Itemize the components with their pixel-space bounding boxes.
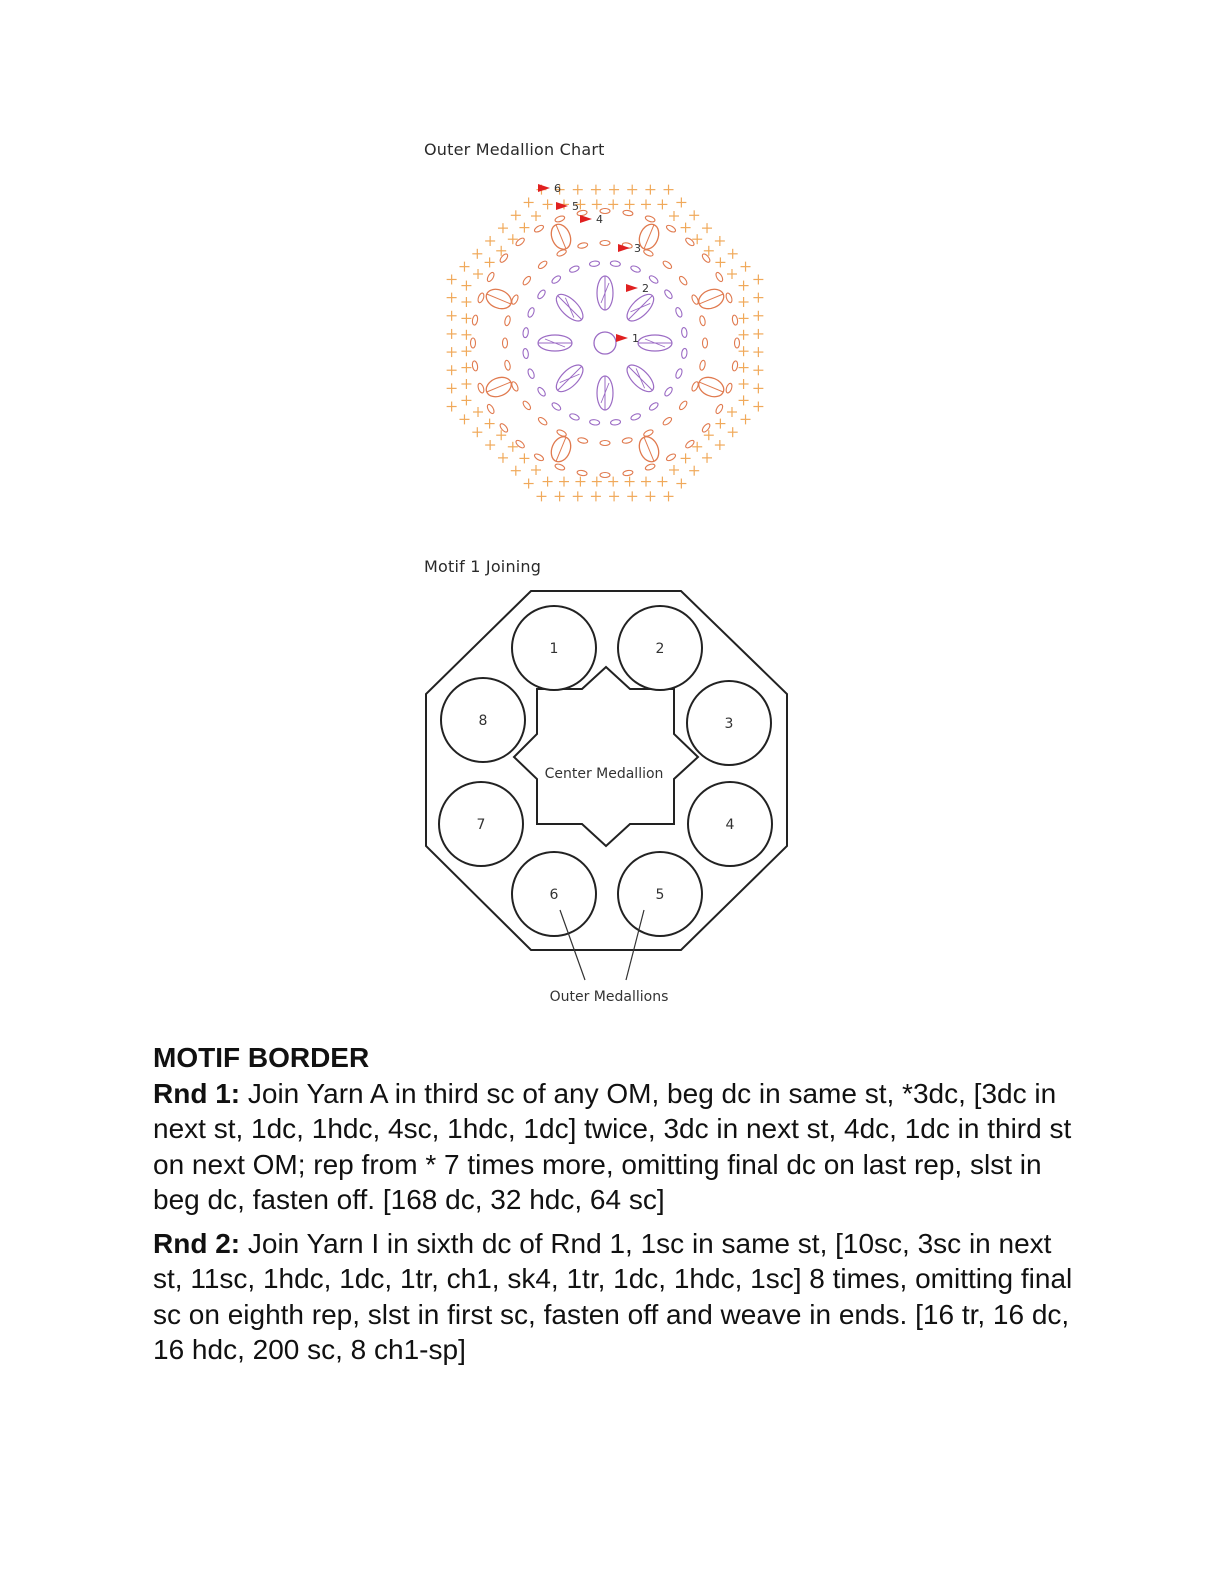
inner-petal (552, 361, 587, 396)
sc-cross (608, 199, 618, 209)
round-1-instruction (153, 1076, 1073, 1218)
chain-stitch (536, 386, 546, 397)
sc-cross (702, 223, 712, 233)
sc-cross (625, 477, 635, 487)
sc-cross (741, 262, 751, 272)
sc-cross (681, 223, 691, 233)
sc-cross (753, 274, 763, 284)
sc-cross (727, 407, 737, 417)
round-number-1: 1 (632, 332, 639, 345)
round-1-text: Join Yarn A in third sc of any OM, beg dc in same st, *3dc, [3dc in next st, 1dc, 1hdc, 4sc, 1hdc, 1dc] twice, 3dc in next st, 4dc, 1dc in third st on next OM; rep from * 7 times more, omitting final dc on last rep, slst in beg dc, fasten off. [168 dc, 32 hdc, 64 sc] (153, 1077, 1072, 1215)
sc-cross (498, 223, 508, 233)
sc-cross (702, 453, 712, 463)
sc-cross (627, 185, 637, 195)
sc-cross (627, 491, 637, 501)
chain-stitch (577, 470, 588, 477)
chain-stitch (551, 274, 562, 284)
sc-cross (591, 185, 601, 195)
sc-cross (689, 210, 699, 220)
sc-cross (485, 419, 495, 429)
start-marker-6 (538, 184, 550, 192)
chain-stitch (556, 248, 567, 257)
middle-shell (483, 374, 514, 401)
motif-joining-title: Motif 1 Joining (424, 557, 542, 576)
chain-stitch (569, 265, 580, 274)
sc-cross (715, 419, 725, 429)
sc-cross (727, 269, 737, 279)
sc-cross (575, 477, 585, 487)
sc-cross (461, 363, 471, 373)
sc-cross (739, 281, 749, 291)
medallion-number-4: 4 (725, 817, 735, 833)
chain-stitch (675, 368, 684, 379)
chain-stitch (691, 294, 700, 305)
sc-cross (459, 262, 469, 272)
chain-stitch (675, 307, 684, 318)
sc-cross (511, 210, 521, 220)
sc-cross (472, 427, 482, 437)
sc-cross (753, 311, 763, 321)
sc-cross (739, 379, 749, 389)
sc-cross (511, 466, 521, 476)
chain-stitch (589, 260, 600, 266)
round-1-label: Rnd 1: (153, 1077, 241, 1109)
sc-cross (664, 185, 674, 195)
chain-stitch (610, 260, 621, 266)
outer-medallions-label: Outer Medallions (549, 989, 669, 1005)
chain-stitch (732, 361, 739, 372)
sc-cross (559, 477, 569, 487)
chain-stitch (600, 473, 610, 478)
sc-cross (524, 197, 534, 207)
sc-cross (485, 236, 495, 246)
chain-stitch (715, 403, 724, 414)
sc-cross (625, 199, 635, 209)
chain-stitch (701, 253, 711, 264)
chain-stitch (643, 248, 654, 257)
chain-stitch (645, 463, 656, 471)
sc-cross (461, 297, 471, 307)
chain-stitch (477, 292, 485, 303)
sc-cross (645, 185, 655, 195)
sc-cross (519, 453, 529, 463)
sc-cross (555, 491, 565, 501)
sc-cross (485, 440, 495, 450)
sc-cross (753, 365, 763, 375)
sc-cross (739, 346, 749, 356)
chain-stitch (623, 210, 634, 217)
round-number-4: 4 (596, 213, 603, 226)
medallion-number-3: 3 (724, 716, 734, 732)
inner-petal (538, 335, 572, 351)
round-2-instruction (153, 1226, 1073, 1368)
sc-cross (447, 311, 457, 321)
chain-stitch (577, 242, 588, 249)
chain-stitch (499, 253, 509, 264)
chain-stitch (527, 307, 536, 318)
chain-stitch (699, 360, 706, 371)
sc-cross (753, 402, 763, 412)
chain-stitch (645, 215, 656, 223)
sc-cross (753, 293, 763, 303)
chain-stitch (510, 381, 519, 392)
center-medallion-star (514, 667, 698, 846)
sc-cross (592, 477, 602, 487)
sc-cross (739, 363, 749, 373)
sc-cross (447, 329, 457, 339)
inner-petal (623, 290, 658, 325)
sc-cross (543, 477, 553, 487)
medallion-number-7: 7 (476, 817, 486, 833)
center-medallion-label: Center Medallion (544, 766, 664, 782)
sc-cross (657, 199, 667, 209)
start-marker-1 (616, 334, 628, 342)
inner-petal (638, 335, 672, 351)
chain-stitch (477, 383, 485, 394)
chain-stitch (663, 386, 673, 397)
sc-cross (641, 199, 651, 209)
chain-stitch (554, 215, 565, 223)
start-marker-3 (618, 244, 630, 252)
chain-stitch (533, 224, 544, 233)
chain-stitch (515, 237, 526, 247)
middle-shell (696, 286, 727, 313)
sc-cross (543, 199, 553, 209)
chain-stitch (630, 265, 641, 274)
sc-cross (676, 197, 686, 207)
sc-cross (753, 383, 763, 393)
chain-stitch (699, 315, 706, 326)
chain-stitch (577, 437, 588, 444)
medallion-number-8: 8 (478, 713, 488, 729)
sc-cross (461, 379, 471, 389)
chain-stitch (643, 429, 654, 438)
sc-cross (531, 211, 541, 221)
chain-stitch (471, 338, 476, 348)
chain-stitch (472, 315, 479, 326)
sc-cross (739, 330, 749, 340)
sc-cross (536, 491, 546, 501)
chain-stitch (536, 289, 546, 300)
sc-cross (609, 491, 619, 501)
chain-stitch (662, 416, 673, 426)
chain-stitch (681, 348, 687, 359)
round-number-2: 2 (642, 282, 649, 295)
sc-cross (641, 477, 651, 487)
chain-stitch (554, 463, 565, 471)
motif-joining-diagram (420, 584, 792, 1014)
sc-cross (461, 281, 471, 291)
chain-stitch (504, 360, 511, 371)
motif-border-section (153, 1040, 1073, 1376)
medallion-number-1: 1 (549, 641, 559, 657)
chain-stitch (551, 401, 562, 411)
section-heading: MOTIF BORDER (153, 1042, 370, 1073)
sc-cross (657, 477, 667, 487)
chain-stitch (486, 271, 495, 282)
chain-stitch (648, 401, 659, 411)
sc-cross (664, 491, 674, 501)
chain-stitch (648, 274, 659, 284)
sc-cross (715, 440, 725, 450)
chain-stitch (678, 400, 688, 411)
sc-cross (741, 414, 751, 424)
sc-cross (485, 257, 495, 267)
medallion-number-5: 5 (655, 887, 665, 903)
sc-cross (609, 185, 619, 195)
middle-shell (483, 286, 514, 313)
chain-stitch (681, 327, 687, 338)
sc-cross (728, 249, 738, 259)
chain-stitch (527, 368, 536, 379)
chain-stitch (678, 275, 688, 286)
start-marker-5 (556, 202, 568, 210)
outer-medallion-chart-title: Outer Medallion Chart (424, 140, 605, 159)
sc-cross (447, 402, 457, 412)
sc-cross (608, 477, 618, 487)
chain-stitch (623, 470, 634, 477)
inner-petal (597, 276, 613, 310)
sc-cross (573, 185, 583, 195)
chain-stitch (725, 292, 733, 303)
chain-stitch (732, 315, 739, 326)
sc-cross (591, 491, 601, 501)
sc-cross (472, 249, 482, 259)
chain-stitch (522, 400, 532, 411)
chain-stitch (725, 383, 733, 394)
chain-stitch (537, 260, 548, 270)
sc-cross (461, 313, 471, 323)
sc-cross (473, 269, 483, 279)
chain-stitch (600, 241, 610, 246)
chain-stitch (662, 260, 673, 270)
start-marker-4 (580, 215, 592, 223)
sc-cross (447, 383, 457, 393)
chain-stitch (684, 439, 695, 449)
sc-cross (676, 479, 686, 489)
chart-stitch-rings (447, 185, 764, 502)
chain-stitch (537, 416, 548, 426)
chain-stitch (522, 275, 532, 286)
chain-stitch (499, 422, 509, 433)
chain-stitch (504, 315, 511, 326)
chain-stitch (701, 422, 711, 433)
sc-cross (447, 274, 457, 284)
sc-cross (459, 414, 469, 424)
chain-stitch (472, 361, 479, 372)
chain-stitch (589, 419, 600, 425)
middle-shell (636, 434, 663, 465)
chain-stitch (684, 237, 695, 247)
sc-cross (519, 223, 529, 233)
chain-stitch (556, 429, 567, 438)
sc-cross (739, 395, 749, 405)
sc-cross (669, 465, 679, 475)
sc-cross (461, 395, 471, 405)
sc-cross (447, 347, 457, 357)
sc-cross (715, 236, 725, 246)
chain-stitch (510, 294, 519, 305)
chain-stitch (522, 327, 528, 338)
chain-stitch (610, 419, 621, 425)
chain-stitch (503, 338, 508, 348)
chain-stitch (715, 271, 724, 282)
sc-cross (473, 407, 483, 417)
round-2-label: Rnd 2: (153, 1227, 241, 1259)
sc-cross (447, 293, 457, 303)
chain-stitch (665, 224, 676, 233)
inner-petal (597, 376, 613, 410)
sc-cross (689, 466, 699, 476)
sc-cross (739, 313, 749, 323)
sc-cross (753, 329, 763, 339)
inner-petal (623, 361, 658, 396)
chain-stitch (703, 338, 708, 348)
chain-stitch (691, 381, 700, 392)
medallion-number-2: 2 (655, 641, 665, 657)
sc-cross (447, 365, 457, 375)
middle-shell (548, 434, 575, 465)
sc-cross (524, 479, 534, 489)
chain-stitch (515, 439, 526, 449)
medallion-number-6: 6 (549, 887, 559, 903)
sc-cross (645, 491, 655, 501)
round-2-text: Join Yarn I in sixth dc of Rnd 1, 1sc in same st, [10sc, 3sc in next st, 11sc, 1hdc, 1dc, 1tr, ch1, sk4, 1tr, 1dc, 1hdc, 1sc] 8 times, omitting final sc on eighth rep, slst in first sc, fasten off and weave in ends. [16 tr, 16 dc, 16 hdc, 200 sc, 8 ch1-sp] (153, 1227, 1073, 1365)
chain-stitch (630, 413, 641, 422)
outer-medallion-chart (420, 168, 792, 520)
chain-stitch (735, 338, 740, 348)
chain-stitch (522, 348, 528, 359)
sc-cross (498, 453, 508, 463)
sc-cross (681, 453, 691, 463)
middle-shell (696, 374, 727, 401)
start-marker-2 (626, 284, 638, 292)
inner-petal (552, 290, 587, 325)
sc-cross (715, 257, 725, 267)
round-number-5: 5 (572, 200, 579, 213)
sc-cross (461, 330, 471, 340)
chain-stitch (622, 437, 633, 444)
sc-cross (669, 211, 679, 221)
round-number-6: 6 (554, 182, 561, 195)
chain-stitch (486, 403, 495, 414)
chain-stitch (665, 453, 676, 462)
center-ring (594, 332, 616, 354)
chain-stitch (600, 441, 610, 446)
middle-shell (548, 221, 575, 252)
sc-cross (739, 297, 749, 307)
sc-cross (592, 199, 602, 209)
sc-cross (531, 465, 541, 475)
sc-cross (728, 427, 738, 437)
sc-cross (753, 347, 763, 357)
round-number-3: 3 (634, 242, 641, 255)
sc-cross (461, 346, 471, 356)
chain-stitch (533, 453, 544, 462)
chain-stitch (663, 289, 673, 300)
sc-cross (573, 491, 583, 501)
chain-stitch (569, 413, 580, 422)
